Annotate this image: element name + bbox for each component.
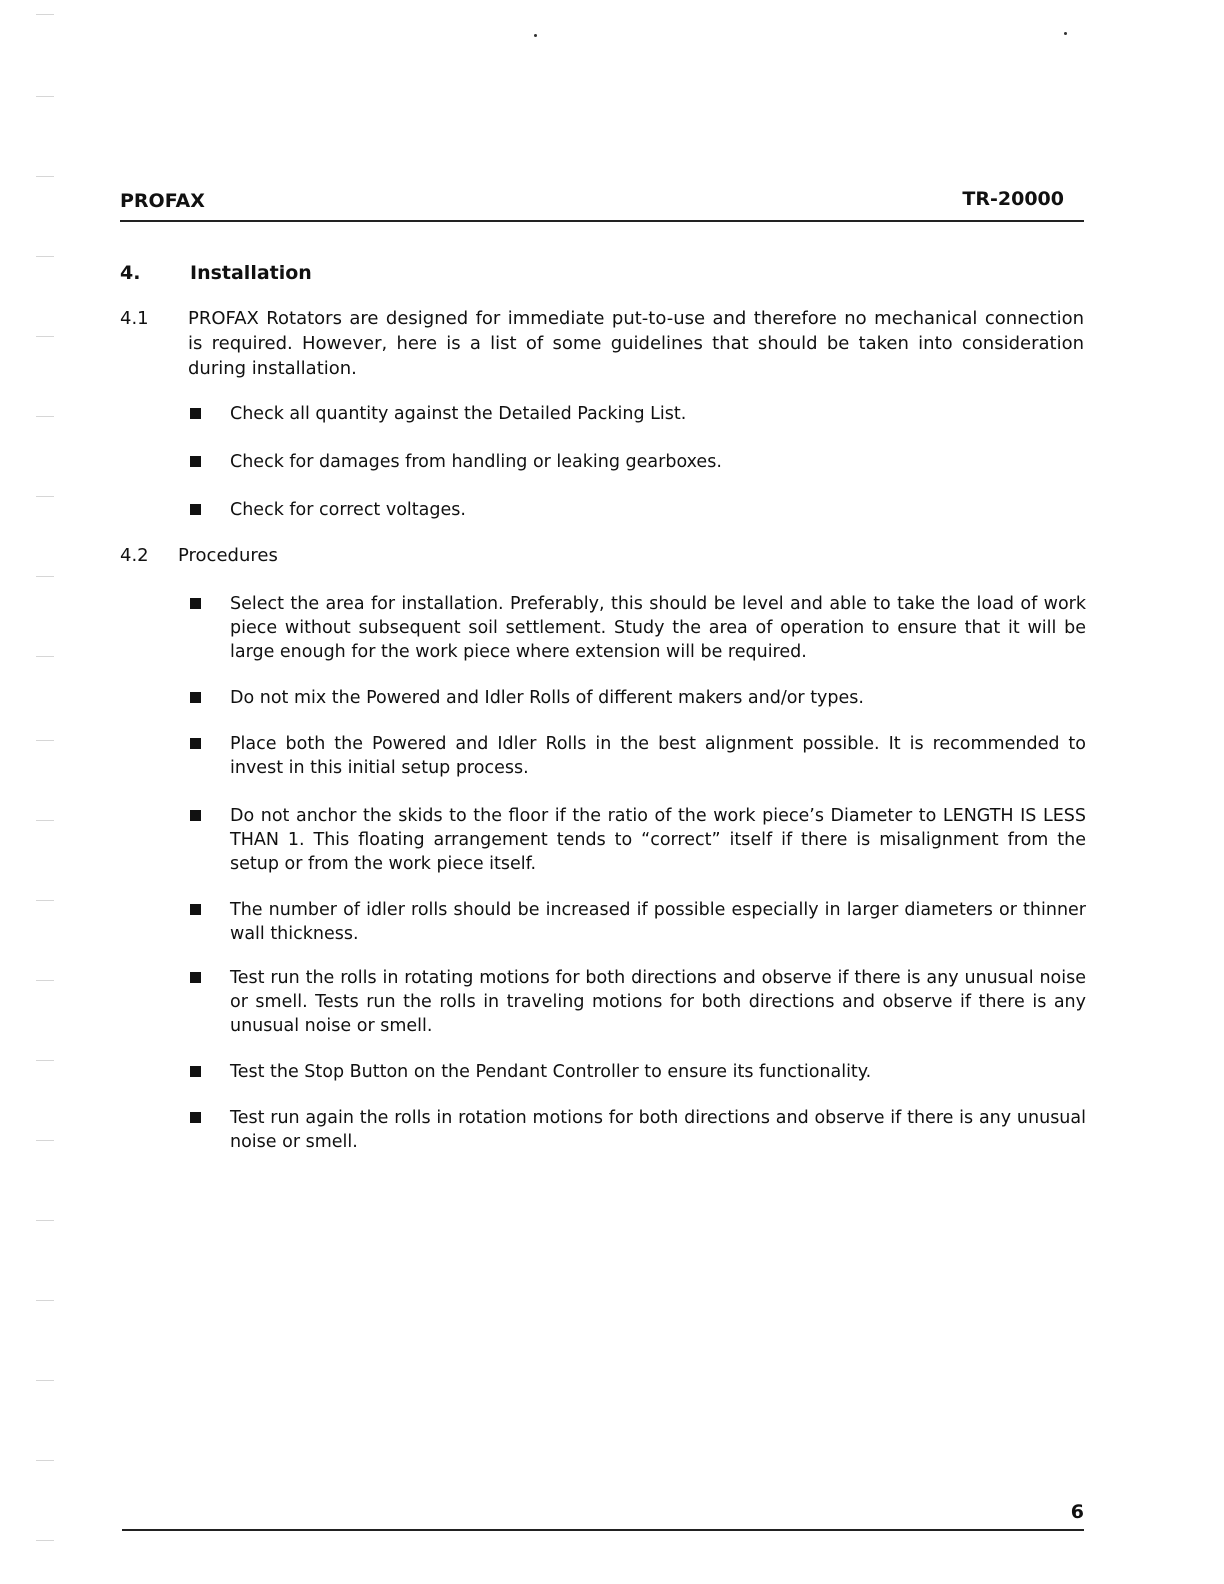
list-item-text: Test run the rolls in rotating motions for both directions and observe if there is any unusual noise or smell. Tests run the rolls in traveling motions for both directions and observe if there is any unusual noise or smell. (230, 968, 1086, 1036)
subsection-title: Procedures (178, 545, 278, 566)
list-item-text: Check all quantity against the Detailed Packing List. (230, 404, 687, 424)
scan-speck (1064, 32, 1067, 35)
list-item-text: Test the Stop Button on the Pendant Controller to ensure its functionality. (230, 1062, 872, 1082)
list-item-text: Place both the Powered and Idler Rolls in the best alignment possible. It is recommended to invest in this initial setup process. (230, 734, 1086, 778)
bullet-square-icon (190, 1112, 201, 1123)
subsection-number: 4.2 (120, 545, 149, 566)
page-number: 6 (1070, 1501, 1084, 1523)
scan-edge-marks (36, 0, 56, 1584)
list-item-text: Check for damages from handling or leaking gearboxes. (230, 452, 722, 472)
subsection-number: 4.1 (120, 308, 149, 329)
footer-rule (122, 1529, 1084, 1531)
page-header (120, 186, 1084, 222)
scan-speck (534, 34, 537, 37)
bullet-square-icon (190, 504, 201, 515)
bullet-square-icon (190, 738, 201, 749)
list-item-text: Check for correct voltages. (230, 500, 466, 520)
bullet-square-icon (190, 810, 201, 821)
header-brand: PROFAX (120, 190, 205, 212)
section-title: Installation (190, 262, 312, 284)
subsection-intro-text: PROFAX Rotators are designed for immediate put-to-use and therefore no mechanical connection is required. However, here is a list of some guidelines that should be taken into consideration during installation. (188, 308, 1084, 379)
list-item-text: Do not anchor the skids to the floor if the ratio of the work piece’s Diameter to LENGTH IS LESS THAN 1. This floating arrangement tends to “correct” itself if there is misalignment from the setup or from the work piece itself. (230, 806, 1086, 874)
bullet-square-icon (190, 692, 201, 703)
bullet-square-icon (190, 904, 201, 915)
list-item-text: Test run again the rolls in rotation motions for both directions and observe if there is any unusual noise or smell. (230, 1108, 1086, 1152)
bullet-square-icon (190, 408, 201, 419)
header-doc-code: TR-20000 (962, 188, 1064, 210)
list-item-text: Do not mix the Powered and Idler Rolls of different makers and/or types. (230, 688, 864, 708)
bullet-square-icon (190, 1066, 201, 1077)
section-number: 4. (120, 262, 141, 284)
bullet-square-icon (190, 456, 201, 467)
bullet-square-icon (190, 972, 201, 983)
list-item-text: The number of idler rolls should be increased if possible especially in larger diameters or thinner wall thickness. (230, 900, 1086, 944)
list-item-text: Select the area for installation. Preferably, this should be level and able to take the load of work piece without subsequent soil settlement. Study the area of operation to ensure that it will be large enough for the work piece where extension will be required. (230, 594, 1086, 662)
bullet-square-icon (190, 598, 201, 609)
